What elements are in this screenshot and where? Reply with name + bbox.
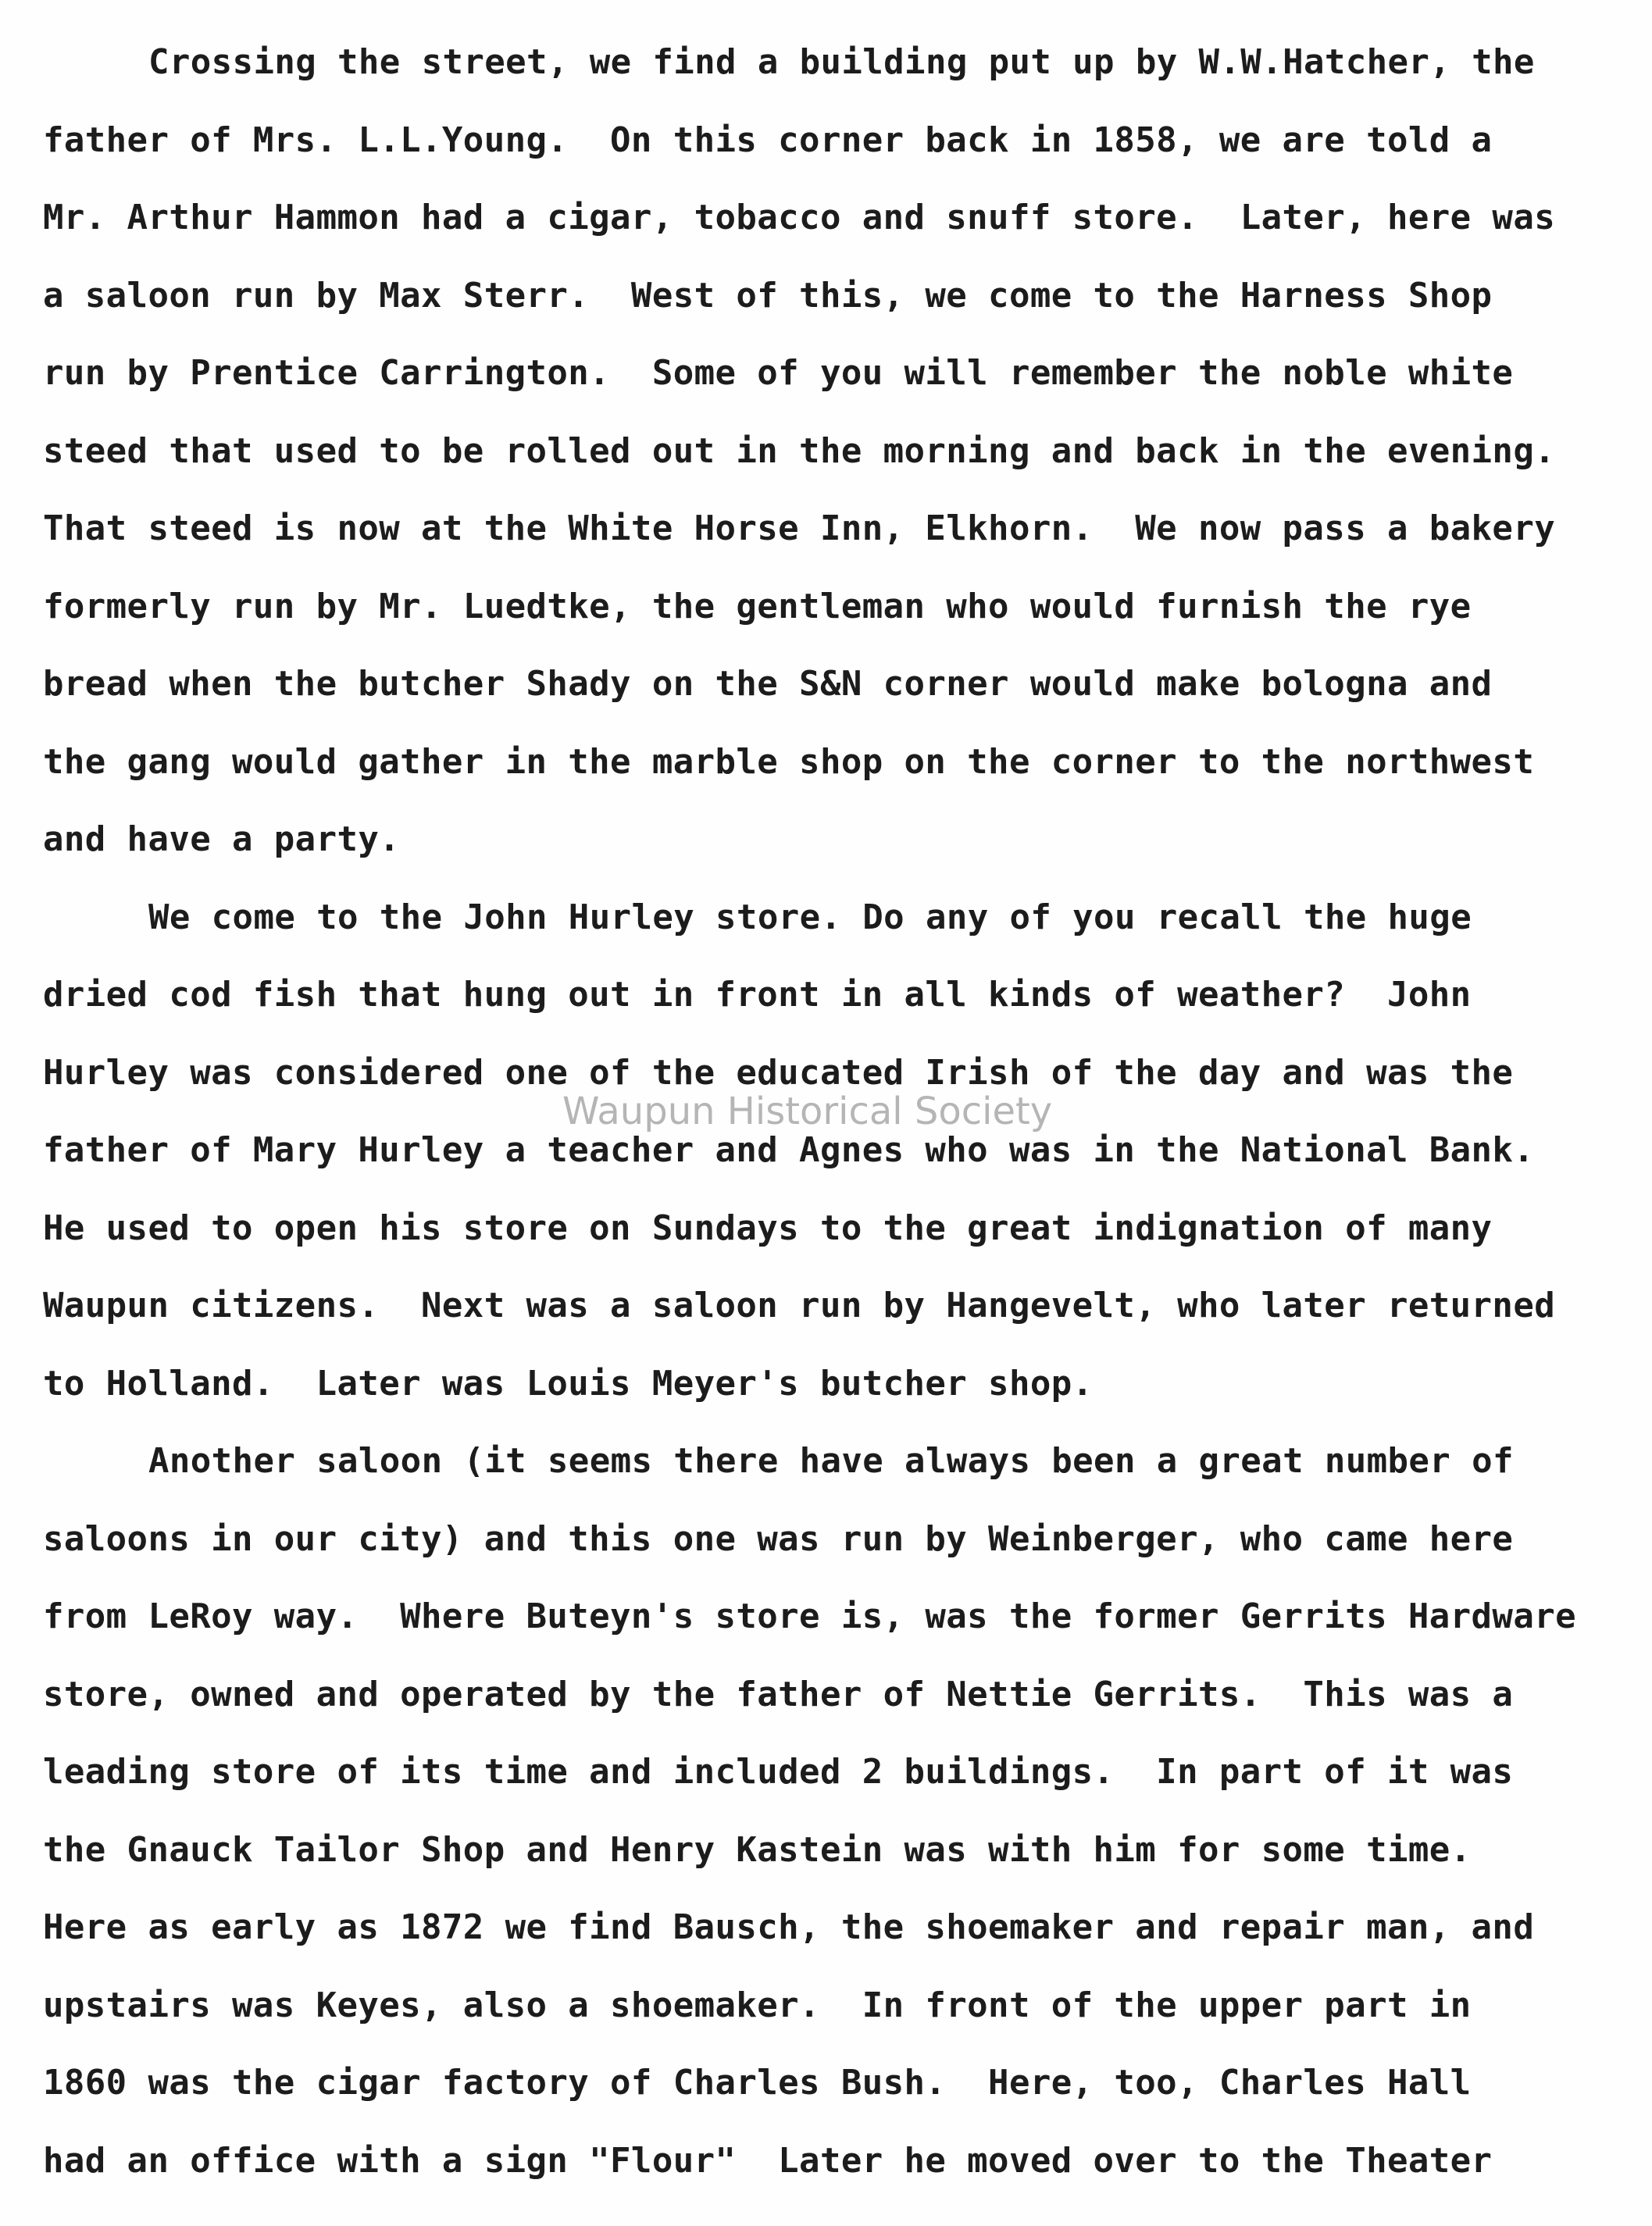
paragraph-3-line-7: Here as early as 1872 we find Bausch, the shoemaker and repair man, and <box>43 1907 1535 1947</box>
watermark-text: Waupun Historical Society <box>562 1090 1053 1133</box>
paragraph-1-line-6: steed that used to be rolled out in the morning and back in the evening. <box>43 430 1556 471</box>
paragraph-3-line-1: Another saloon (it seems there have always been a great number of <box>148 1441 1514 1481</box>
paragraph-1-line-11: and have a party. <box>43 819 401 859</box>
paragraph-2-line-7: to Holland. Later was Louis Meyer's butcher shop. <box>43 1363 1094 1404</box>
paragraph-1-line-3: Mr. Arthur Hammon had a cigar, tobacco and snuff store. Later, here was <box>43 198 1556 237</box>
paragraph-2-line-4: father of Mary Hurley a teacher and Agnes who was in the National Bank. <box>43 1130 1535 1170</box>
typed-text-body <box>43 23 1613 2199</box>
paragraph-1-line-5: run by Prentice Carrington. Some of you will remember the noble white <box>43 353 1514 393</box>
paragraph-3-line-6: the Gnauck Tailor Shop and Henry Kastein was with him for some time. <box>43 1829 1472 1870</box>
paragraph-3-line-4: store, owned and operated by the father of Nettie Gerrits. This was a <box>43 1674 1514 1714</box>
paragraph-2-line-2: dried cod fish that hung out in front in all kinds of weather? John <box>43 975 1472 1015</box>
paragraph-2-line-5: He used to open his store on Sundays to the great indignation of many <box>43 1208 1493 1248</box>
paragraph-2-line-1: We come to the John Hurley store. Do any of you recall the huge <box>148 897 1472 937</box>
paragraph-1-line-10: the gang would gather in the marble shop on the corner to the northwest <box>43 741 1535 782</box>
paragraph-3-line-5: leading store of its time and included 2 buildings. In part of it was <box>43 1752 1514 1792</box>
paragraph-3-line-3: from LeRoy way. Where Buteyn's store is, was the former Gerrits Hardware <box>43 1596 1576 1636</box>
paragraph-1-line-9: bread when the butcher Shady on the S&N corner would make bologna and <box>43 664 1493 704</box>
paragraph-1-line-1: Crossing the street, we find a building put up by W.W.Hatcher, the <box>148 42 1535 82</box>
paragraph-1-line-8: formerly run by Mr. Luedtke, the gentleman who would furnish the rye <box>43 586 1472 626</box>
paragraph-2-line-6: Waupun citizens. Next was a saloon run by Hangevelt, who later returned <box>43 1286 1556 1325</box>
paragraph-3-line-10: had an office with a sign "Flour" Later he moved over to the Theater <box>43 2140 1493 2181</box>
paragraph-3-line-2: saloons in our city) and this one was run by Weinberger, who came here <box>43 1518 1514 1559</box>
paragraph-1-line-7: That steed is now at the White Horse Inn, Elkhorn. We now pass a bakery <box>43 508 1556 548</box>
paragraph-1-line-2: father of Mrs. L.L.Young. On this corner back in 1858, we are told a <box>43 120 1493 160</box>
paragraph-1-line-4: a saloon run by Max Sterr. West of this, we come to the Harness Shop <box>43 275 1493 316</box>
paragraph-3-line-8: upstairs was Keyes, also a shoemaker. In front of the upper part in <box>43 1985 1472 2025</box>
paragraph-2-line-3: Hurley was considered one of the educated Irish of the day and was the <box>43 1052 1514 1093</box>
paragraph-3-line-9: 1860 was the cigar factory of Charles Bush. Here, too, Charles Hall <box>43 2063 1472 2103</box>
